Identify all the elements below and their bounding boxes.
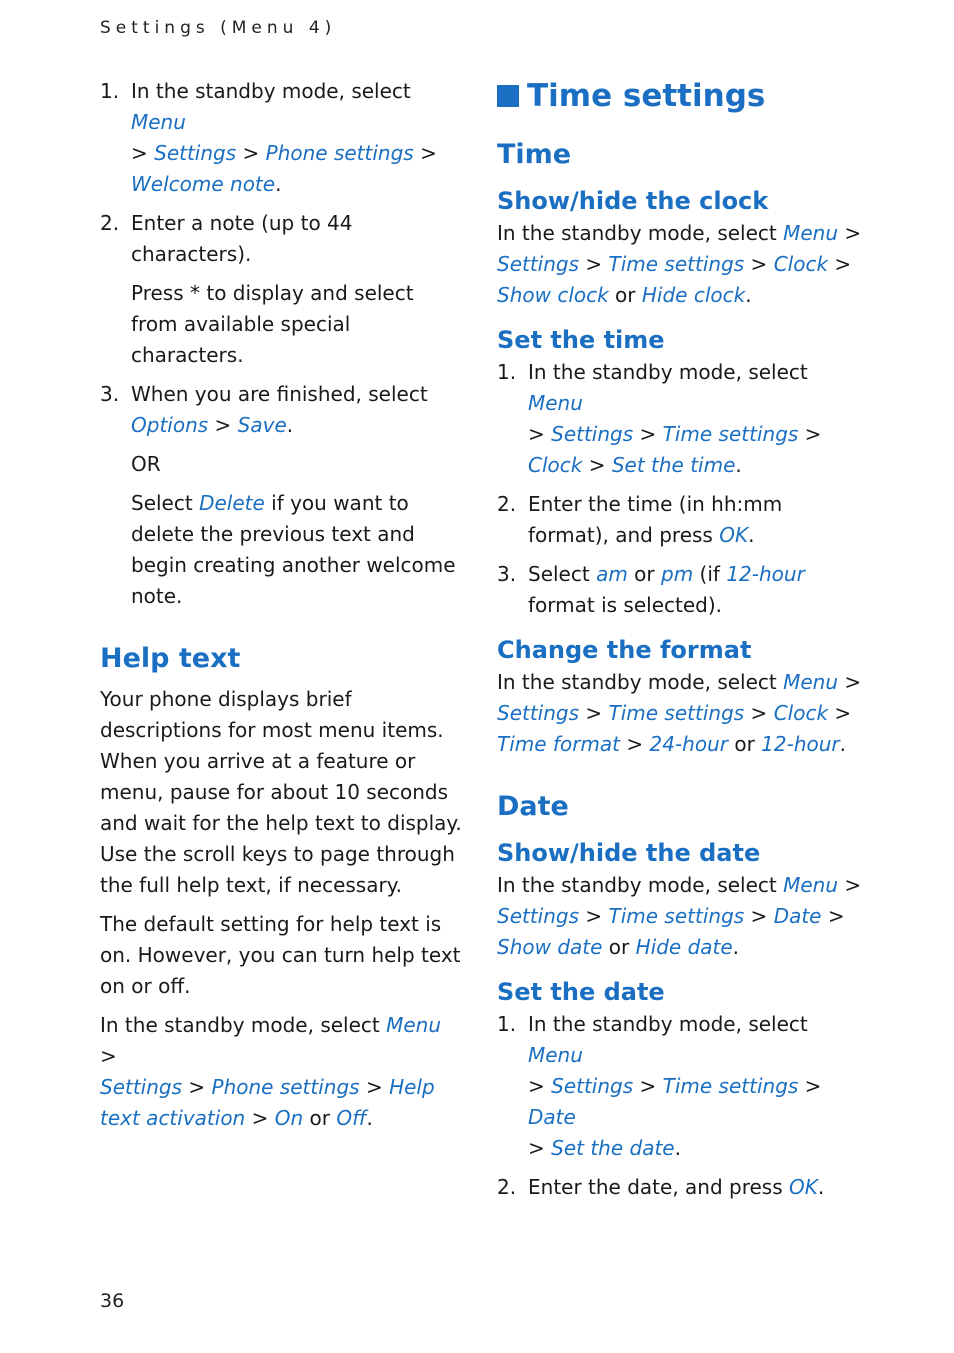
time-settings-heading xyxy=(497,76,867,116)
step-number: 3. xyxy=(100,382,120,406)
separator: > xyxy=(182,1075,212,1099)
separator: > xyxy=(744,904,774,928)
step-text-part: . xyxy=(286,413,294,437)
settings-link: Settings xyxy=(497,904,580,928)
or-label: OR xyxy=(131,452,161,476)
time-settings-title: Time settings xyxy=(527,78,766,114)
list-item xyxy=(100,208,462,371)
clock-link: Clock xyxy=(773,701,829,725)
set-time-heading: Set the time xyxy=(497,326,665,354)
delete-link: Delete xyxy=(199,491,265,515)
help-text-heading: Help text xyxy=(100,643,241,674)
separator: > xyxy=(798,422,822,446)
step-text: Enter the date, and press xyxy=(528,1175,789,1199)
path-text: . xyxy=(366,1106,373,1130)
step-text: or xyxy=(627,562,661,586)
separator: > xyxy=(413,141,437,165)
set-date-heading: Set the date xyxy=(497,978,665,1006)
path-text: or xyxy=(608,283,642,307)
off-link: Off xyxy=(336,1106,367,1130)
separator: > xyxy=(245,1106,275,1130)
step-number: 1. xyxy=(100,79,120,103)
step-text-part: if you want to delete the previous text and begin creating another welcome note. xyxy=(131,491,456,608)
separator: > xyxy=(828,701,852,725)
menu-link: Menu xyxy=(783,670,839,694)
separator: > xyxy=(633,422,663,446)
help-text-path xyxy=(100,1010,462,1134)
step-text: . xyxy=(817,1175,825,1199)
clock-link: Clock xyxy=(528,453,583,477)
menu-link: Menu xyxy=(783,873,839,897)
step-text: Enter the time (in hh:mm format), and press xyxy=(528,492,783,547)
step-number: 2. xyxy=(100,211,120,235)
menu-link: Menu xyxy=(386,1013,442,1037)
separator: > xyxy=(633,1074,663,1098)
page-number: 36 xyxy=(100,1290,125,1312)
step-text: Select xyxy=(528,562,597,586)
left-column xyxy=(100,76,462,1134)
list-item xyxy=(100,76,462,200)
show-date-link: Show date xyxy=(497,935,603,959)
path-text: . xyxy=(732,935,740,959)
twelve-hour-link: 12-hour xyxy=(761,732,840,756)
separator: > xyxy=(620,732,650,756)
on-link: On xyxy=(274,1106,304,1130)
path-text: . xyxy=(839,732,846,756)
show-hide-date-heading: Show/hide the date xyxy=(497,839,761,867)
list-item xyxy=(497,489,867,551)
date-heading: Date xyxy=(497,791,569,822)
step-text-part: When you are finished, select xyxy=(131,382,428,406)
step-text: In the standby mode, select xyxy=(528,1012,808,1036)
section-square-icon xyxy=(497,85,519,107)
time-heading: Time xyxy=(497,139,572,170)
list-item xyxy=(497,1009,867,1164)
separator: > xyxy=(744,252,774,276)
menu-link: Menu xyxy=(528,391,583,415)
separator: > xyxy=(744,701,774,725)
welcome-note-link: Welcome note xyxy=(131,172,276,196)
date-link: Date xyxy=(773,904,822,928)
twelve-hour-link: 12-hour xyxy=(726,562,805,586)
settings-link: Settings xyxy=(100,1075,183,1099)
step-text: Enter a note (up to 44 characters). xyxy=(131,211,353,266)
show-clock-link: Show clock xyxy=(497,283,609,307)
path-text: In the standby mode, select xyxy=(497,221,784,245)
step-number: 2. xyxy=(497,1175,517,1199)
menu-link: Menu xyxy=(528,1043,583,1067)
date-link: Date xyxy=(528,1105,576,1129)
separator: > xyxy=(528,1136,552,1160)
set-the-date-link: Set the date xyxy=(551,1136,675,1160)
path-text: . xyxy=(745,283,752,307)
am-link: am xyxy=(596,562,628,586)
settings-link: Settings xyxy=(497,701,580,725)
list-item xyxy=(497,1172,867,1203)
path-text: or xyxy=(727,732,762,756)
path-text: In the standby mode, select xyxy=(497,873,784,897)
separator: > xyxy=(528,422,552,446)
hide-clock-link: Hide clock xyxy=(641,283,746,307)
welcome-note-steps xyxy=(100,76,462,612)
phone-settings-link: Phone settings xyxy=(211,1075,360,1099)
running-head: Settings (Menu 4) xyxy=(100,18,337,38)
step-text: In the standby mode, select xyxy=(131,79,411,103)
step-number: 1. xyxy=(497,360,517,384)
separator: > xyxy=(579,701,609,725)
menu-link: Menu xyxy=(131,110,186,134)
hide-date-link: Hide date xyxy=(635,935,733,959)
step-number: 3. xyxy=(497,562,517,586)
separator: > xyxy=(579,904,609,928)
step-text: format is selected). xyxy=(528,593,723,617)
change-format-path xyxy=(497,667,867,760)
separator: > xyxy=(582,453,612,477)
time-settings-link: Time settings xyxy=(662,1074,799,1098)
twenty-four-hour-link: 24-hour xyxy=(649,732,728,756)
separator: > xyxy=(838,670,862,694)
settings-link: Settings xyxy=(551,422,634,446)
separator: > xyxy=(131,141,155,165)
time-settings-link: Time settings xyxy=(608,701,745,725)
separator: > xyxy=(798,1074,822,1098)
options-link: Options xyxy=(131,413,209,437)
step-text xyxy=(131,379,462,441)
menu-link: Menu xyxy=(783,221,839,245)
clock-link: Clock xyxy=(773,252,829,276)
step-text: . xyxy=(275,172,282,196)
help-text-paragraph: The default setting for help text is on. However, you can turn help text on or off. xyxy=(100,912,461,998)
set-time-steps xyxy=(497,357,867,621)
list-item xyxy=(100,379,462,612)
step-note xyxy=(131,488,462,612)
phone-settings-link: Phone settings xyxy=(265,141,414,165)
time-format-link: Time format xyxy=(497,732,620,756)
show-hide-date-path xyxy=(497,870,867,963)
separator: > xyxy=(236,141,266,165)
help-text-activation-link: Help text activation xyxy=(100,1075,435,1130)
path-text: or xyxy=(602,935,636,959)
separator: > xyxy=(821,904,845,928)
step-text: . xyxy=(674,1136,681,1160)
path-text: In the standby mode, select xyxy=(497,670,784,694)
step-text: . xyxy=(748,523,755,547)
settings-link: Settings xyxy=(497,252,580,276)
time-settings-link: Time settings xyxy=(662,422,799,446)
step-note: Press * to display and select from available special characters. xyxy=(131,281,414,367)
show-hide-clock-path xyxy=(497,218,867,311)
change-format-heading: Change the format xyxy=(497,636,752,664)
path-text: or xyxy=(303,1106,337,1130)
save-link: Save xyxy=(237,413,287,437)
separator: > xyxy=(828,252,852,276)
ok-link: OK xyxy=(789,1175,818,1199)
help-text-paragraph: Your phone displays brief descriptions for most menu items. When you arrive at a feature or menu, pause for about 10 seconds and wait for the help text to display. Use the scroll keys to page through the full help text, if necessary. xyxy=(100,687,462,897)
step-text-part: Select xyxy=(131,491,200,515)
separator: > xyxy=(838,221,862,245)
separator: > xyxy=(528,1074,552,1098)
settings-link: Settings xyxy=(551,1074,634,1098)
time-settings-link: Time settings xyxy=(608,904,745,928)
time-settings-link: Time settings xyxy=(608,252,745,276)
separator: > xyxy=(838,873,862,897)
step-number: 1. xyxy=(497,1012,517,1036)
pm-link: pm xyxy=(661,562,694,586)
separator: > xyxy=(100,1044,117,1068)
separator: > xyxy=(208,413,238,437)
set-the-time-link: Set the time xyxy=(611,453,736,477)
step-text: (if xyxy=(693,562,727,586)
set-date-steps xyxy=(497,1009,867,1203)
step-text: In the standby mode, select xyxy=(528,360,808,384)
right-column xyxy=(497,76,867,1211)
separator: > xyxy=(579,252,609,276)
step-number: 2. xyxy=(497,492,517,516)
settings-link: Settings xyxy=(154,141,237,165)
show-hide-clock-heading: Show/hide the clock xyxy=(497,187,769,215)
step-text: . xyxy=(735,453,742,477)
ok-link: OK xyxy=(719,523,749,547)
separator: > xyxy=(359,1075,390,1099)
path-text: In the standby mode, select xyxy=(100,1013,387,1037)
list-item xyxy=(497,357,867,481)
list-item xyxy=(497,559,867,621)
